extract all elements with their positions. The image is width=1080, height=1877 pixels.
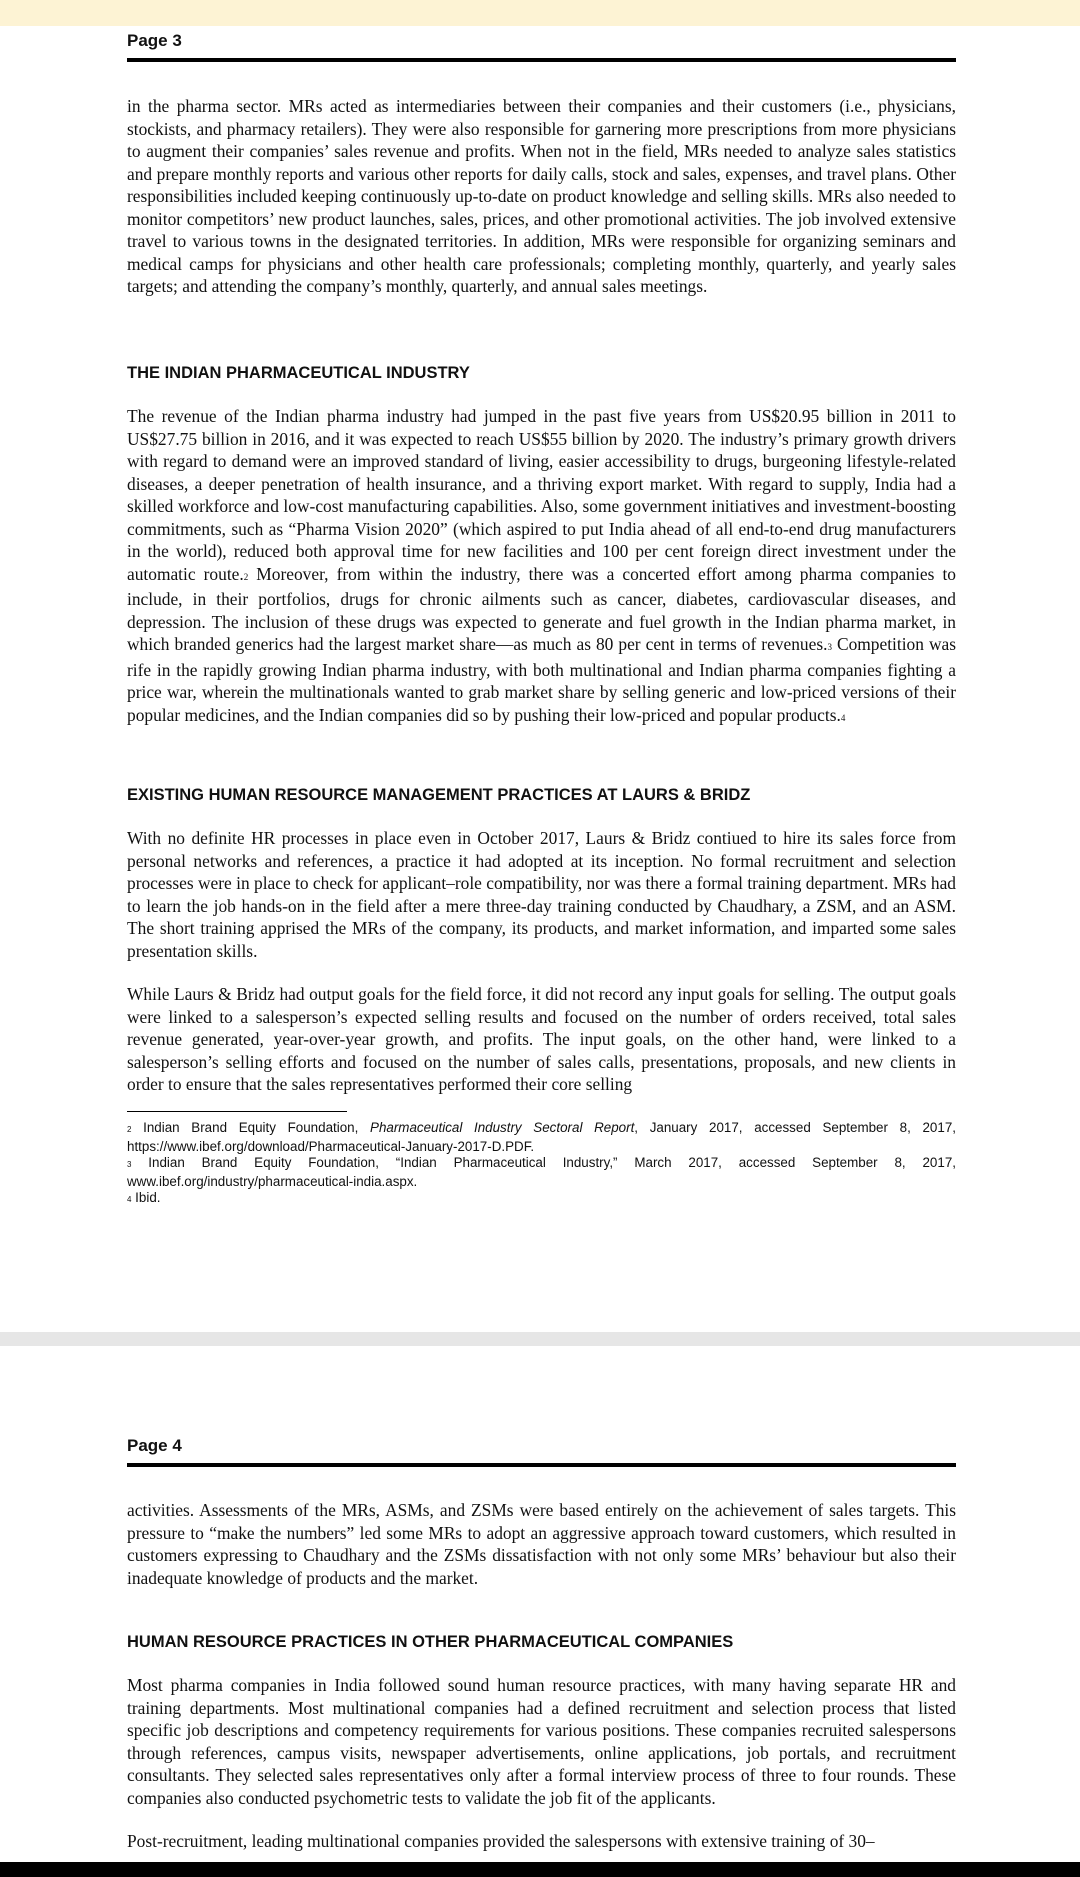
page-header: Page 3 xyxy=(127,30,956,62)
page-3 xyxy=(0,26,1080,1332)
section-heading: EXISTING HUMAN RESOURCE MANAGEMENT PRACTICES AT LAURS & BRIDZ xyxy=(127,786,751,804)
footnote-ref[interactable]: 3 xyxy=(827,642,832,652)
section-heading: THE INDIAN PHARMACEUTICAL INDUSTRY xyxy=(127,364,470,382)
paragraph: While Laurs & Bridz had output goals for the field force, it did not record any input goals for selling. The output goals were linked to a salesperson’s expected selling results and focused on the number of orders received, total sales revenue generated, year-over-year growth, and profits. The input goals, on the other hand, were linked to a salesperson’s selling efforts and focused on the number of sales calls, presentations, proposals, and new clients in order to ensure that the sales representatives performed their core selling xyxy=(127,984,956,1094)
paragraph: activities. Assessments of the MRs, ASMs, and ZSMs were based entirely on the achievement of sales targets. This pressure to “make the numbers” led some MRs to adopt an aggressive approach toward customers, which resulted in customers expressing to Chaudhary and the ZSMs dissatisfaction with not only some MRs’ behaviour but also their inadequate knowledge of products and the market. xyxy=(127,1500,956,1588)
footnote-ref[interactable]: 2 xyxy=(243,571,249,582)
footnote-divider xyxy=(127,1111,347,1112)
footnote-ref[interactable]: 4 xyxy=(840,712,846,723)
paragraph: With no definite HR processes in place even in October 2017, Laurs & Bridz contiued to hire its sales force from personal networks and references, a practice it had adopted at its inception. No formal recruitment and selection processes were in place to check for applicant–role compatibility, nor was there a formal training department. MRs had to learn the job hands-on in the field after a mere three-day training conducted by Chaudhary, a ZSM, and an ASM. The short training apprised the MRs of the company, its products, and market information, and imparted some sales presentation skills. xyxy=(127,828,956,961)
footnote-3: 3 Indian Brand Equity Foundation, “Indian Pharmaceutical Industry,” March 2017, accessed September 8, 2017, www.ibef.org/industry/pharmaceutical-india.aspx. xyxy=(127,1155,956,1189)
paragraph: The revenue of the Indian pharma industry had jumped in the past five years from US$20.95 billion in 2011 to US$27.75 billion in 2016, and it was expected to reach US$55 billion by 2020. The industry’s primary growth drivers with regard to demand were an improved standard of living, easier accessibility to drugs, burgeoning lifestyle-related diseases, a deeper penetration of health insurance, and a thriving export market. With regard to supply, India had a skilled workforce and low-cost manufacturing capabilities. Also, some government initiatives and investment-boosting commitments, such as “Pharma Vision 2020” (which aspired to put India ahead of all end-to-end drug manufacturers in the world), reduced both approval time for new facilities and 100 per cent foreign direct investment under the automatic route.2 Moreover, from within the industry, there was a concerted effort among pharma companies to include, in their portfolios, drugs for chronic ailments such as cancer, diabetes, cardiovascular diseases, and depression. The inclusion of these drugs was expected to generate and fuel growth in the Indian pharma market, in which branded generics had the largest market share—as much as 80 per cent in terms of revenues.3 Competition was rife in the rapidly growing Indian pharma industry, with both multinational and Indian pharma companies fighting a price war, wherein the multinationals wanted to grab market share by selling generic and low-priced versions of their popular medicines, and the Indian companies did so by pushing their low-priced and popular products.4 xyxy=(127,406,957,725)
footnotes xyxy=(127,1120,956,1209)
footnote-4: 4 Ibid. xyxy=(127,1190,161,1205)
paragraph: Post-recruitment, leading multinational companies provided the salespersons with extensive training of 30– xyxy=(127,1831,875,1851)
top-toolbar-strip xyxy=(0,0,1080,27)
paragraph: in the pharma sector. MRs acted as intermediaries between their companies and their customers (i.e., physicians, stockists, and pharmacy retailers). They were also responsible for garnering more prescriptions from more physicians to augment their companies’ sales revenue and profits. When not in the field, MRs needed to analyze sales statistics and prepare monthly reports and various other reports for daily calls, stock and sales, expenses, and travel plans. Other responsibilities included keeping continuously up-to-date on product knowledge and selling skills. MRs also needed to monitor competitors’ new product launches, sales, prices, and other promotional activities. The job involved extensive travel to various towns in the designated territories. In addition, MRs were responsible for organizing seminars and medical camps for physicians and other health care professionals; completing monthly, quarterly, and yearly sales targets; and attending the company’s monthly, quarterly, and annual sales meetings. xyxy=(127,96,956,296)
page-4 xyxy=(0,1346,1080,1877)
paragraph: Most pharma companies in India followed sound human resource practices, with many having separate HR and training departments. Most multinational companies had a defined recruitment and selection process that listed specific job descriptions and competency requirements for various positions. These companies recruited salespersons through references, campus visits, newspaper advertisements, online applications, job portals, and recruitment consultants. They selected sales representatives only after a formal interview process of three to four rounds. These companies also conducted psychometric tests to validate the job fit of the applicants. xyxy=(127,1675,956,1808)
bottom-bar xyxy=(0,1862,1080,1877)
footnote-2: 2 Indian Brand Equity Foundation, Pharmaceutical Industry Sectoral Report, January 2017, accessed September 8, 2017, https://www.ibef.org/download/Pharmaceutical-January-2017-D.PDF. xyxy=(127,1120,956,1154)
page-header: Page 4 xyxy=(127,1435,956,1467)
section-heading: HUMAN RESOURCE PRACTICES IN OTHER PHARMACEUTICAL COMPANIES xyxy=(127,1633,734,1651)
